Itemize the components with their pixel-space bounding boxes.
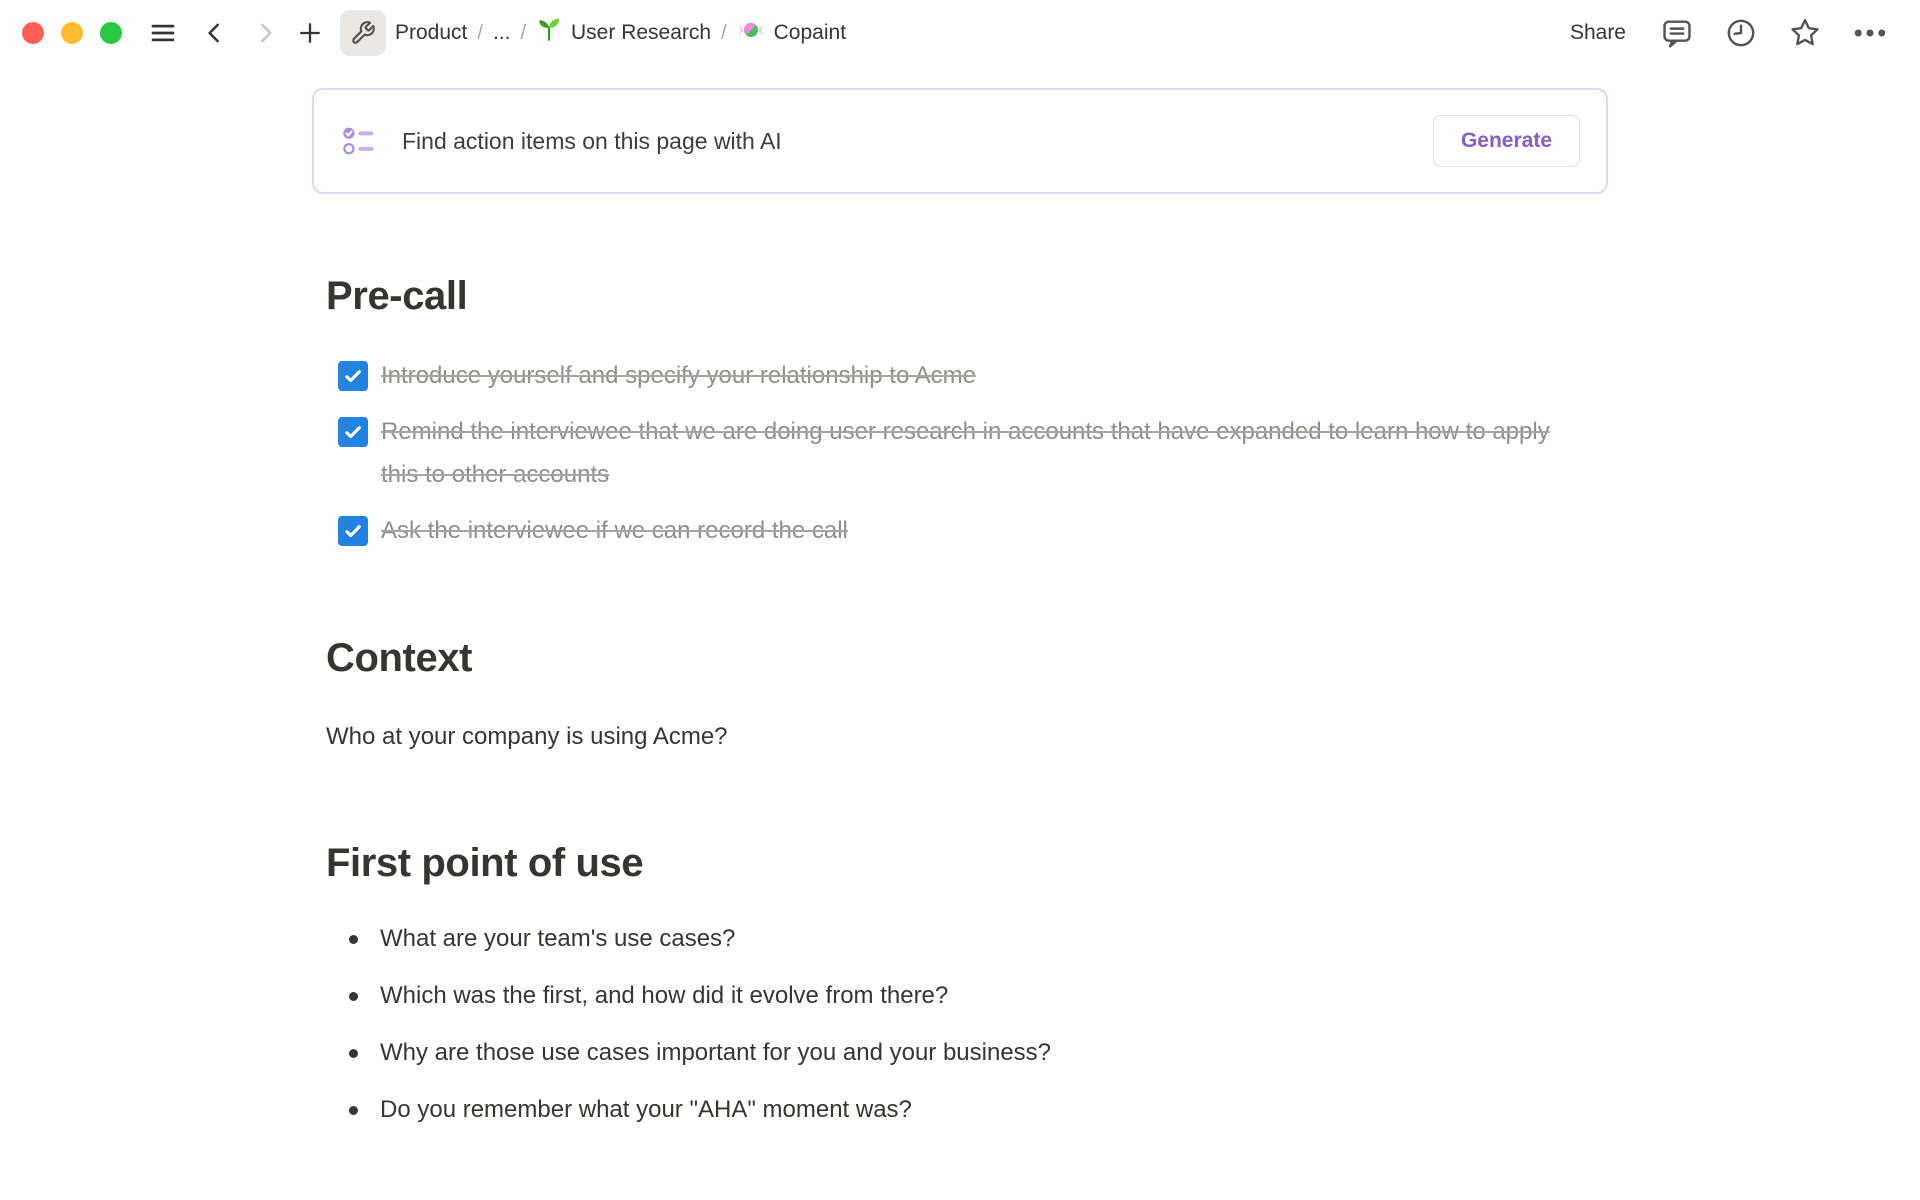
bullet-dot-icon bbox=[338, 917, 368, 961]
todo-item bbox=[338, 354, 1608, 397]
breadcrumb-separator: / bbox=[520, 21, 527, 44]
back-icon[interactable] bbox=[202, 20, 228, 46]
list-item bbox=[338, 917, 1608, 961]
favorite-star-icon[interactable] bbox=[1788, 16, 1822, 50]
checked-checkbox[interactable] bbox=[338, 417, 368, 447]
todo-text: Remind the interviewee that we are doing user research in accounts that have expanded to learn how to apply this to other accounts bbox=[381, 418, 1550, 488]
bullet-dot-icon bbox=[338, 1088, 368, 1132]
breadcrumb bbox=[340, 10, 846, 56]
heading-pre-call: Pre-call bbox=[326, 274, 468, 318]
seedling-icon bbox=[536, 17, 562, 49]
breadcrumb-separator: / bbox=[721, 21, 727, 44]
breadcrumb-item-user-research[interactable] bbox=[536, 17, 711, 49]
breadcrumb-item-copaint[interactable] bbox=[737, 19, 846, 47]
todo-text: Ask the interviewee if we can record the call bbox=[381, 517, 848, 544]
forward-icon[interactable] bbox=[252, 20, 278, 46]
page-content bbox=[312, 272, 1608, 1132]
comments-icon[interactable] bbox=[1660, 16, 1694, 50]
breadcrumb-label: User Research bbox=[571, 21, 712, 44]
generate-button[interactable]: Generate bbox=[1433, 115, 1580, 167]
bullet-dot-icon bbox=[338, 1031, 368, 1075]
breadcrumb-item-collapsed[interactable] bbox=[493, 21, 511, 45]
new-page-icon[interactable] bbox=[296, 19, 324, 47]
zoom-window-button[interactable] bbox=[100, 22, 122, 44]
breadcrumb-item-product[interactable] bbox=[340, 10, 467, 56]
bullet-text: Do you remember what your "AHA" moment was? bbox=[380, 1096, 912, 1123]
list-item bbox=[338, 974, 1608, 1018]
bullet-text: What are your team's use cases? bbox=[380, 925, 736, 952]
topbar bbox=[0, 0, 1920, 66]
ai-checklist-icon bbox=[340, 121, 380, 161]
checked-checkbox[interactable] bbox=[338, 361, 368, 391]
sidebar-toggle-icon[interactable] bbox=[148, 18, 178, 48]
ai-action-items-banner bbox=[312, 88, 1608, 194]
minimize-window-button[interactable] bbox=[61, 22, 83, 44]
window-controls bbox=[22, 22, 122, 44]
todo-item bbox=[338, 410, 1608, 496]
wrench-icon bbox=[340, 10, 386, 56]
breadcrumb-separator: / bbox=[477, 21, 483, 44]
share-button[interactable]: Share bbox=[1569, 21, 1626, 44]
heading-first-point-of-use: First point of use bbox=[326, 841, 644, 885]
candy-icon bbox=[737, 19, 765, 47]
close-window-button[interactable] bbox=[22, 22, 44, 44]
heading-context: Context bbox=[326, 636, 473, 680]
todo-list bbox=[312, 354, 1608, 552]
topbar-actions bbox=[1570, 16, 1888, 50]
breadcrumb-label: Copaint bbox=[773, 21, 847, 44]
todo-text: Introduce yourself and specify your relationship to Acme bbox=[381, 362, 976, 389]
list-item bbox=[338, 1031, 1608, 1075]
bullet-text: Which was the first, and how did it evolve from there? bbox=[380, 982, 949, 1009]
breadcrumb-ellipsis-label: ... bbox=[492, 21, 511, 44]
breadcrumb-label: Product bbox=[395, 21, 468, 44]
bulleted-list bbox=[312, 917, 1608, 1132]
checked-checkbox[interactable] bbox=[338, 516, 368, 546]
paragraph-text: Who at your company is using Acme? bbox=[326, 723, 728, 750]
history-clock-icon[interactable] bbox=[1724, 16, 1758, 50]
bullet-text: Why are those use cases important for you and your business? bbox=[380, 1039, 1052, 1066]
list-item bbox=[338, 1088, 1608, 1132]
more-options-icon[interactable] bbox=[1852, 16, 1888, 50]
ai-banner-prompt: Find action items on this page with AI bbox=[402, 127, 782, 154]
bullet-dot-icon bbox=[338, 974, 368, 1018]
todo-item bbox=[338, 509, 1608, 552]
